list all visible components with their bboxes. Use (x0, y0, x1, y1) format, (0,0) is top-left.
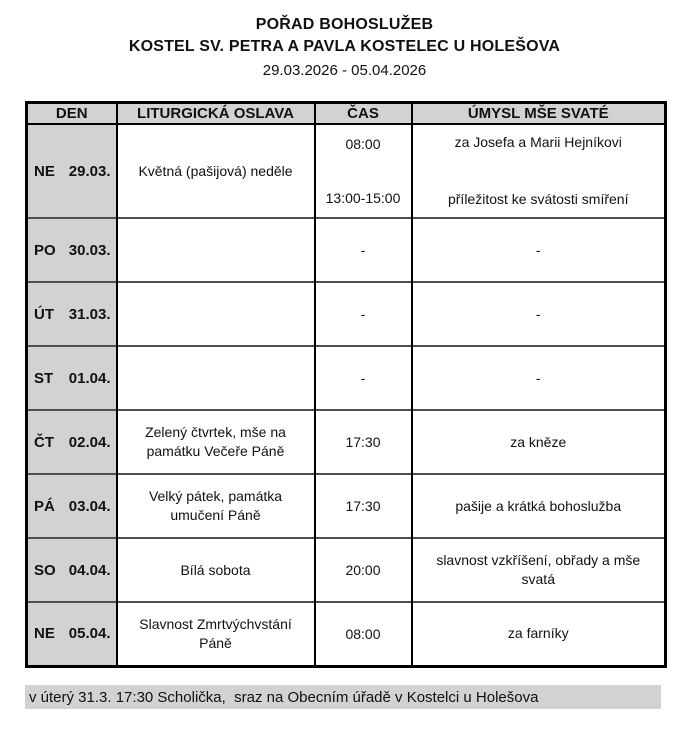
day-cell (27, 282, 117, 346)
celebration-cell (117, 282, 315, 346)
intention-value: slavnost vzkříšení, obřady a mše svatá (436, 552, 641, 587)
intention-value: za kněze (510, 433, 567, 450)
day-abbr: ST (34, 369, 54, 387)
document-date-range: 29.03.2026 - 05.04.2026 (262, 62, 427, 79)
day-abbr: NE (34, 625, 55, 643)
intention-value: za Josefa a Marii Hejníkovi (454, 134, 622, 150)
schedule-rows (27, 124, 666, 666)
time-cell (315, 346, 412, 410)
day-wrap (28, 163, 116, 180)
intention-cell (412, 282, 666, 346)
intention-cell (412, 124, 666, 218)
table-row (27, 282, 666, 346)
time-cell (315, 282, 412, 346)
day-wrap (28, 242, 116, 259)
time-cell (315, 410, 412, 474)
celebration-cell (117, 218, 315, 282)
table-row (27, 346, 666, 410)
day-cell (27, 410, 117, 474)
celebration-cell: Květná (pašijová) neděle (117, 124, 315, 218)
day-cell (27, 218, 117, 282)
time-value: 13:00-15:00 (325, 190, 401, 206)
schedule-table-header (27, 103, 666, 125)
day-date: 04.04. (68, 561, 111, 579)
day-date: 31.03. (68, 305, 111, 323)
day-cell (27, 124, 117, 218)
table-row (27, 124, 666, 218)
table-row (27, 410, 666, 474)
document-header (0, 0, 689, 82)
time-value: 17:30 (345, 498, 381, 514)
day-cell (27, 602, 117, 666)
intention-cell (412, 218, 666, 282)
day-abbr: PO (34, 241, 56, 259)
schedule-table (25, 101, 667, 668)
day-cell (27, 346, 117, 410)
table-row (27, 218, 666, 282)
day-abbr: NE (34, 162, 55, 180)
day-wrap (28, 434, 116, 451)
day-abbr: PÁ (34, 497, 55, 515)
day-cell (27, 474, 117, 538)
time-cell (315, 602, 412, 666)
celebration-cell: Slavnost Zmrtvýchvstání Páně (117, 602, 315, 666)
day-abbr: SO (34, 561, 56, 579)
day-abbr: ÚT (34, 305, 54, 323)
day-wrap (28, 498, 116, 515)
celebration-cell: Zelený čtvrtek, mše na památku Večeře Páně (117, 410, 315, 474)
day-cell (27, 538, 117, 602)
header-intention: ÚMYSL MŠE SVATÉ (412, 103, 666, 125)
intention-value: pašije a krátká bohoslužba (455, 497, 622, 514)
celebration-cell: Bílá sobota (117, 538, 315, 602)
table-row (27, 538, 666, 602)
time-value: 08:00 (345, 136, 381, 152)
day-date: 02.04. (68, 433, 111, 451)
celebration-cell: Velký pátek, památka umučení Páně (117, 474, 315, 538)
time-value: 08:00 (345, 625, 381, 642)
day-date: 01.04. (68, 369, 111, 387)
header-celebration: LITURGICKÁ OSLAVA (117, 103, 315, 125)
header-time: ČAS (315, 103, 412, 125)
intention-cell (412, 410, 666, 474)
time-value: 20:00 (345, 562, 381, 578)
document-subtitle: KOSTEL SV. PETRA A PAVLA KOSTELEC U HOLEŠOVA (128, 38, 561, 55)
footer-note: v úterý 31.3. 17:30 Scholička, sraz na Obecním úřadě v Kostelci u Holešova (25, 685, 661, 709)
day-wrap (28, 562, 116, 579)
celebration-cell (117, 346, 315, 410)
intention-value: za farníky (507, 625, 569, 642)
day-wrap (28, 306, 116, 323)
time-value: - (360, 242, 366, 258)
time-value: - (360, 306, 366, 322)
intention-value: - (535, 305, 541, 322)
day-abbr: ČT (34, 433, 54, 451)
time-value: 17:30 (345, 434, 381, 450)
document-title: POŘAD BOHOSLUŽEB (255, 16, 434, 33)
day-wrap (28, 370, 116, 387)
time-value: - (360, 370, 366, 386)
time-cell (315, 474, 412, 538)
intention-cell (412, 474, 666, 538)
day-date: 29.03. (68, 162, 111, 180)
intention-cell (412, 602, 666, 666)
day-date: 05.04. (68, 625, 111, 643)
intention-value: příležitost ke svátosti smíření (447, 191, 629, 207)
intention-cell (412, 346, 666, 410)
day-date: 30.03. (68, 241, 111, 259)
day-date: 03.04. (68, 497, 111, 515)
table-row (27, 474, 666, 538)
intention-value: - (535, 369, 541, 386)
time-cell (315, 218, 412, 282)
intention-cell (412, 538, 666, 602)
intention-value: - (535, 241, 541, 258)
day-wrap (28, 625, 116, 642)
time-cell (315, 538, 412, 602)
time-cell (315, 124, 412, 218)
table-row (27, 602, 666, 666)
header-day: DEN (27, 103, 117, 125)
